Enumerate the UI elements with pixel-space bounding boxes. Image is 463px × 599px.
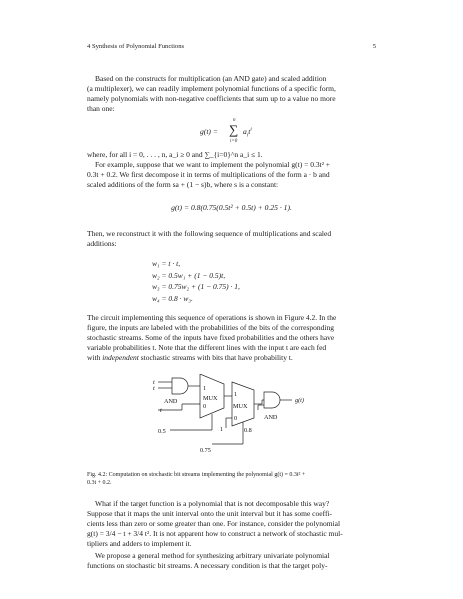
circuit-figure (140, 374, 340, 466)
and-gate-2 (264, 392, 280, 408)
eq-lhs: g(t) = (200, 127, 220, 136)
text-line: cients less than zero or some greater than one. For instance, consider the polynomial (87, 519, 341, 529)
mux-2-label: MUX (233, 403, 248, 410)
text-line: What if the target function is a polynomial that is not decomposable this way? (95, 499, 330, 508)
input-t-1: t (153, 379, 155, 386)
text-line: We propose a general method for synthesizing arbitrary univariate polynomial (95, 551, 330, 560)
mux-2-sel-0: 0 (234, 415, 238, 422)
mux-1-label: MUX (203, 395, 218, 402)
eq-sum-top: n (233, 118, 236, 123)
equation-line: w₂ = 0.5w₁ + (1 − 0.5)t, (152, 270, 226, 280)
caption-line: 0.3t + 0.2. (87, 480, 112, 486)
figure-caption (87, 471, 376, 487)
const-0-5: 0.5 (158, 428, 166, 435)
eq-rhs: $a_it^i$ (243, 127, 252, 139)
text-line: For example, suppose that we want to implement the polynomial g(t) = 0.3t² + (95, 160, 331, 169)
text-line: tipliers and adders to implement it. (87, 539, 192, 549)
const-1: 1 (220, 426, 224, 433)
text-line: The circuit implementing this sequence of operations is shown in Figure 4.2. In the (87, 313, 337, 322)
mux-1-sel-0: 0 (203, 403, 207, 410)
sum-icon: ∑ (229, 122, 239, 137)
output-g-t: g(t) (295, 397, 304, 404)
text-line: figure, the inputs are labeled with the probabilities of the bits of the corresponding (87, 323, 335, 333)
text-line: than one: (87, 104, 115, 114)
and-gate-1 (172, 378, 188, 394)
input-t-2: t (153, 385, 155, 392)
text-line: 0.3t + 0.2. We first decompose it in terms of multiplications of the form a · b and (87, 170, 330, 180)
text-line: scaled additions of the form sa + (1 − s)b, where s is a constant: (87, 180, 279, 190)
paragraph-intro (87, 74, 376, 114)
const-0-8: 0.8 (244, 427, 252, 434)
and-1-label: AND (164, 398, 178, 405)
caption-line: Fig. 4.2: Computation on stochastic bit streams implementing the polynomial g(t) = 0.3t² + (87, 472, 306, 478)
equation-list (152, 258, 240, 304)
mux-1-sel-1: 1 (203, 385, 207, 392)
text-line: variable probabilities t. Note that the different lines with the input t are each fed (87, 343, 327, 353)
text-line: additions: (87, 239, 117, 249)
paragraph-example (87, 160, 376, 190)
mux-2-sel-1: 1 (234, 391, 238, 398)
text-line: Suppose that it maps the unit interval onto the unit interval but it has some coeffi- (87, 509, 333, 519)
const-0-75: 0.75 (200, 447, 211, 454)
text-line: with independent stochastic streams with bits that have probability t. (87, 353, 293, 363)
equation-line: w₁ = t · t, (152, 259, 181, 268)
text-line: (a multiplexer), we can readily implement polynomial functions of a specific form, (87, 84, 336, 94)
eq-sum-bottom: i=0 (230, 139, 238, 144)
text-line: where, for all i = 0, . . . , n, a_i ≥ 0 and ∑_{i=0}^n a_i ≤ 1. (87, 150, 263, 159)
paragraph-condition (87, 150, 376, 160)
paragraph-question (87, 499, 376, 549)
equation-decomposition: g(t) = 0.8(0.75(0.5t² + 0.5t) + 0.25 · 1). (171, 203, 292, 212)
equation-general-polynomial (200, 118, 280, 148)
section-title: 4 Synthesis of Polynomial Functions (87, 43, 185, 50)
text-line: functions on stochastic bit streams. A necessary condition is that the target poly- (87, 561, 328, 571)
input-t-3: t (160, 407, 162, 414)
page-number: 5 (372, 43, 376, 50)
and-2-label: AND (264, 414, 278, 421)
text-line: g(t) = 3/4 − t + 3/4 t². It is not apparent how to construct a network of stochastic mul- (87, 529, 343, 539)
paragraph-method (87, 551, 376, 571)
equation-line: w₄ = 0.8 · w₃. (152, 293, 193, 303)
text-line: Based on the constructs for multiplication (an AND gate) and scaled addition (95, 74, 327, 83)
text-line: namely polynomials with non-negative coefficients that sum up to a value no more (87, 94, 336, 104)
running-head (87, 43, 376, 55)
paragraph-reconstruct (87, 229, 376, 249)
paragraph-circuit-description (87, 313, 376, 363)
equation-line: w₃ = 0.75w₂ + (1 − 0.75) · 1, (152, 282, 240, 291)
text-line: stochastic streams. Some of the inputs have fixed probabilities and the others have (87, 333, 335, 343)
text-line: Then, we reconstruct it with the following sequence of multiplications and scaled (87, 229, 332, 238)
